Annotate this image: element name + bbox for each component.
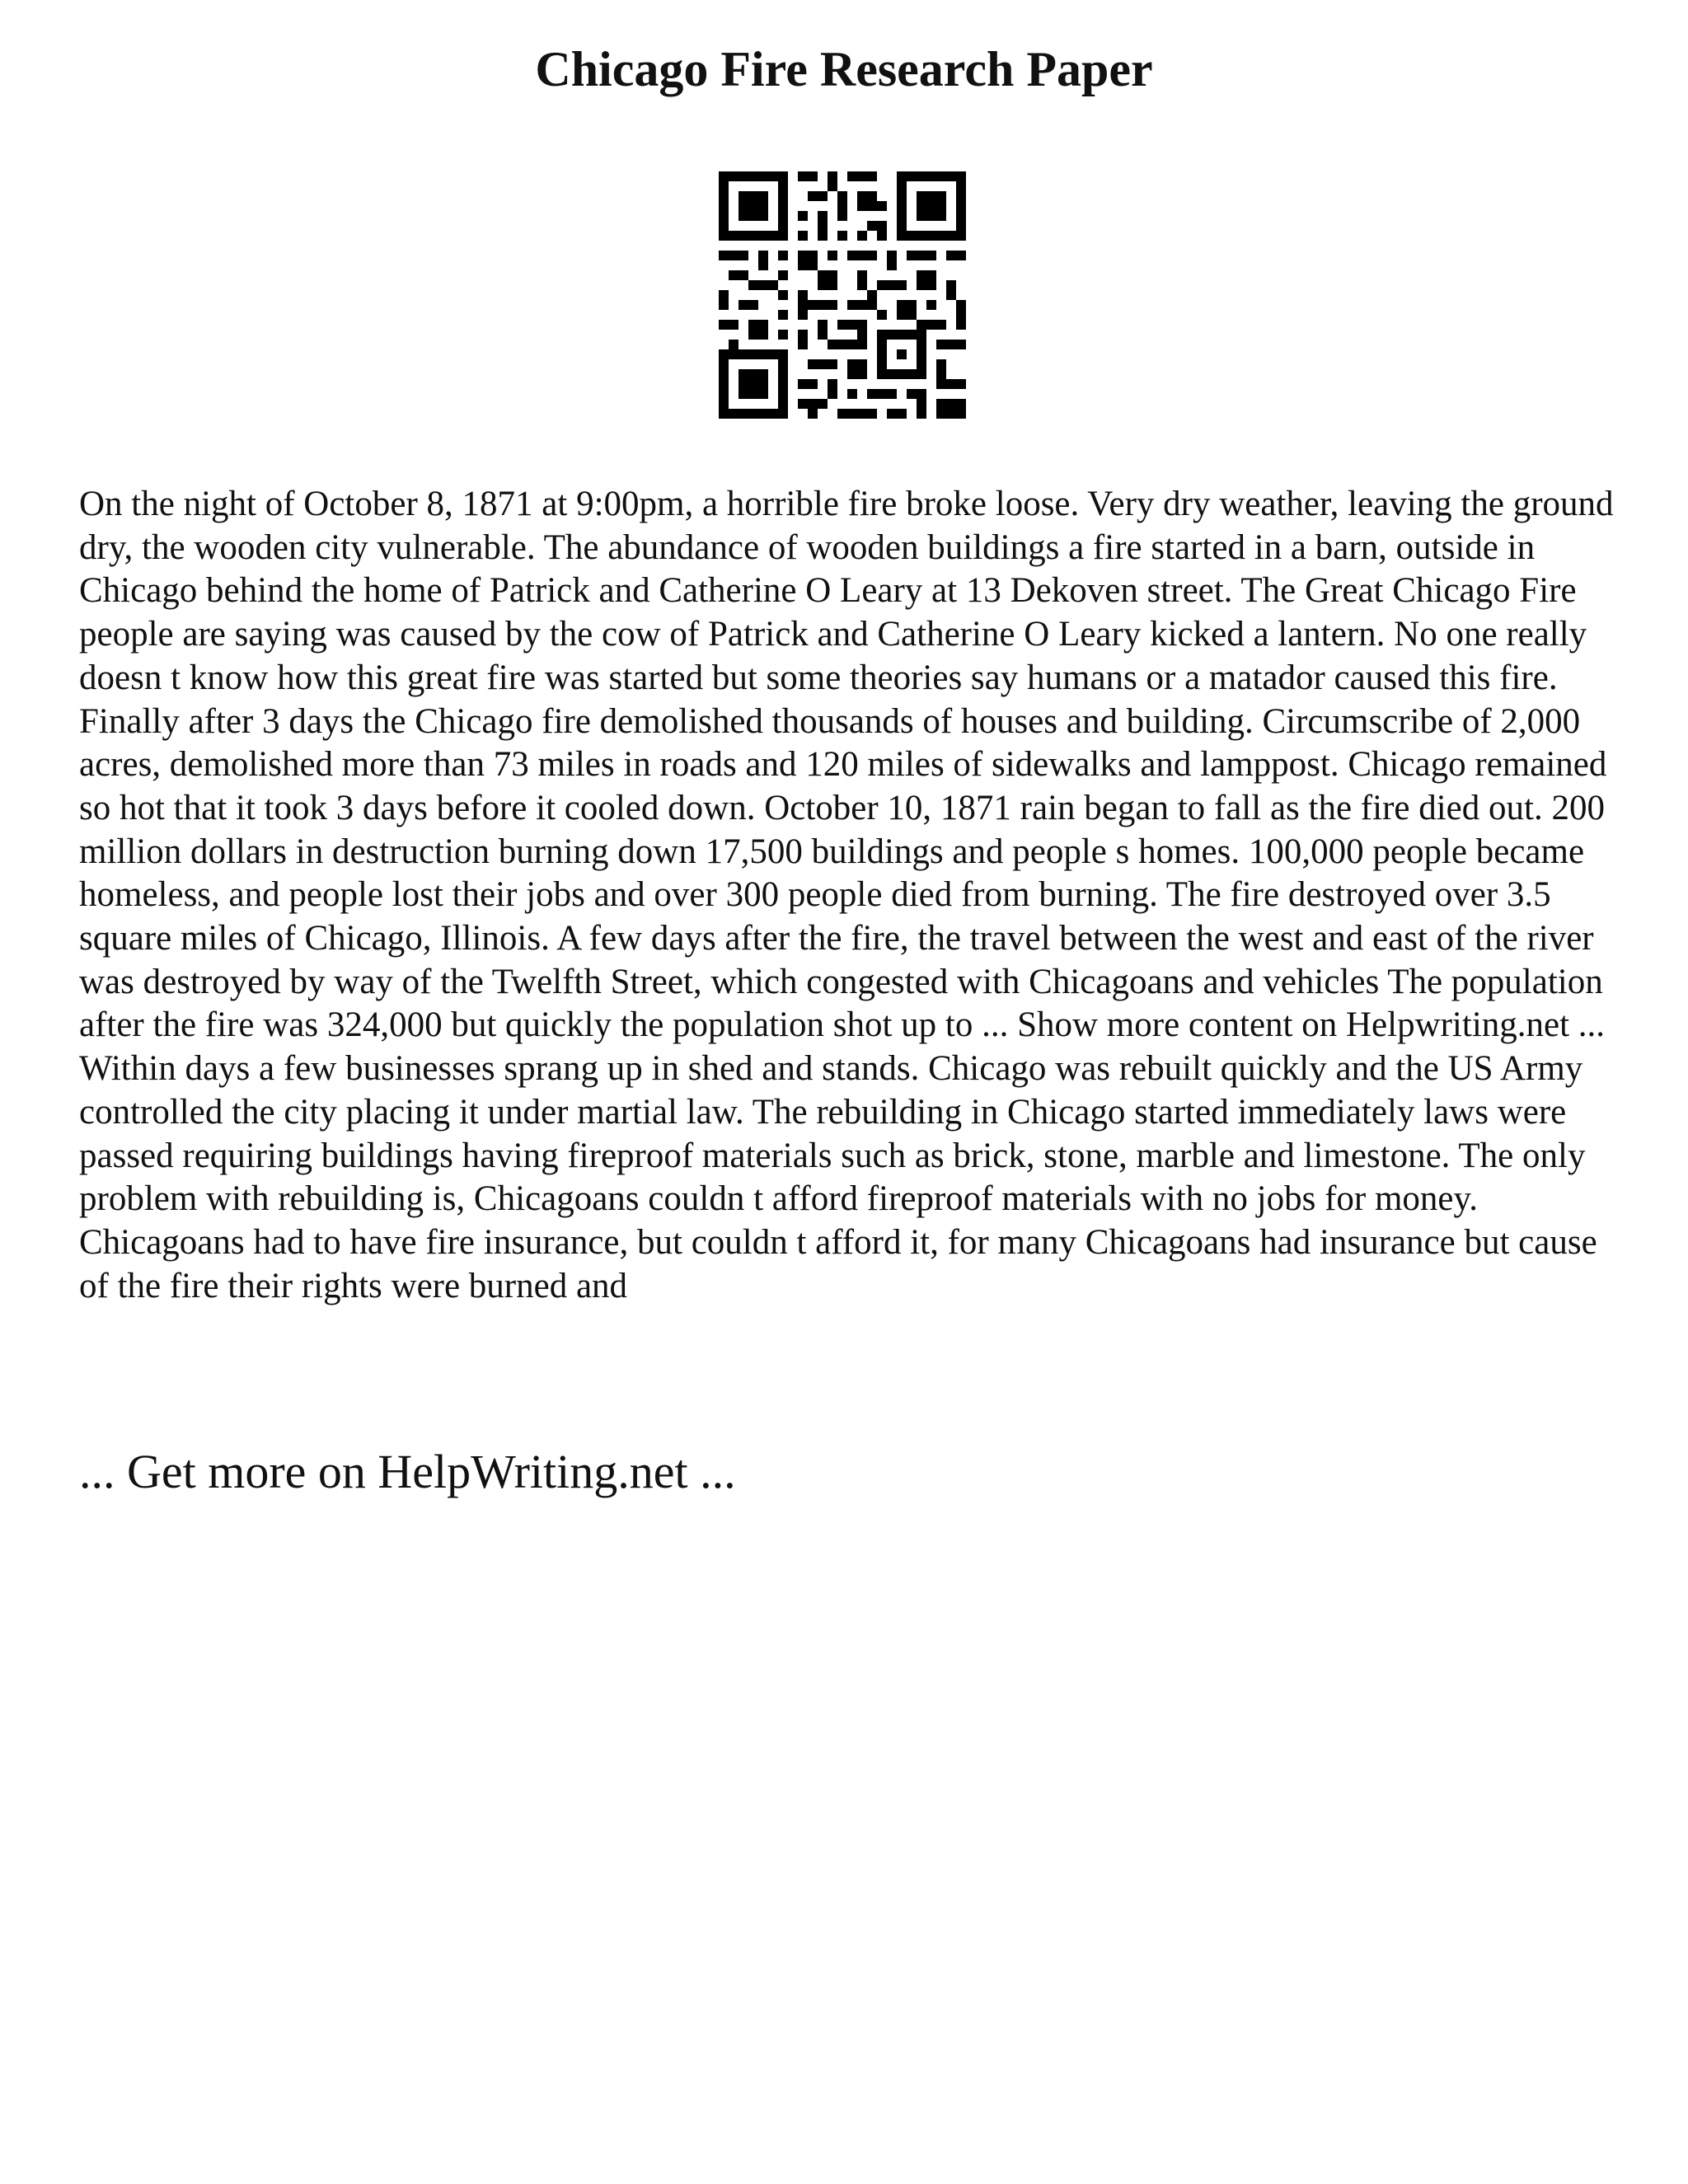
qr-code-icon[interactable] <box>719 171 966 419</box>
document-body <box>79 483 1629 1308</box>
get-more-link[interactable]: ... Get more on HelpWriting.net ... <box>79 1445 736 1498</box>
paragraph-1: On the night of October 8, 1871 at 9:00pm, a horrible fire broke loose. Very dry weather, leaving the ground dry, the wooden city vulnerable. The abundance of wooden buildings a fire started in a barn, outside in Chicago behind the home of Patrick and Catherine O Leary at 13 Dekoven street. The Great Chicago Fire people are saying was caused by the cow of Patrick and Catherine O Leary kicked a lantern. No one really doesn t know how this great fire was started but some theories say humans or a matador caused this fire. <box>79 485 1614 697</box>
paragraph-3: Within days a few businesses sprang up in shed and stands. Chicago was rebuilt quickly and the US Army controlled the city placing it under martial law. The rebuilding in Chicago started immediately laws were passed requiring buildings having fireproof materials such as brick, stone, marble and limestone. The only problem with rebuilding is, Chicagoans couldn t afford fireproof materials with no jobs for money. Chicagoans had to have fire insurance, but couldn t afford it, for many Chicagoans had insurance but cause of the fire their rights were burned and <box>79 1049 1597 1305</box>
document-title: Chicago Fire Research Paper <box>535 42 1153 96</box>
paragraph-2: Finally after 3 days the Chicago fire demolished thousands of houses and building. Circumscribe of 2,000 acres, demolished more than 73 miles in roads and 120 miles of sidewalks and lamppost. Chicago remained so hot that it took 3 days before it cooled down. October 10, 1871 rain began to fall as the fire died out. 200 million dollars in destruction burning down 17,500 buildings and people s homes. 100,000 people became homeless, and people lost their jobs and over 300 people died from burning. The fire destroyed over 3.5 square miles of Chicago, Illinois. A few days after the fire, the travel between the west and east of the river was destroyed by way of the Twelfth Street, which congested with Chicagoans and vehicles The population after the fire was 324,000 but quickly the population shot up to ... Show more content on Helpwriting.net ... <box>79 701 1607 1045</box>
